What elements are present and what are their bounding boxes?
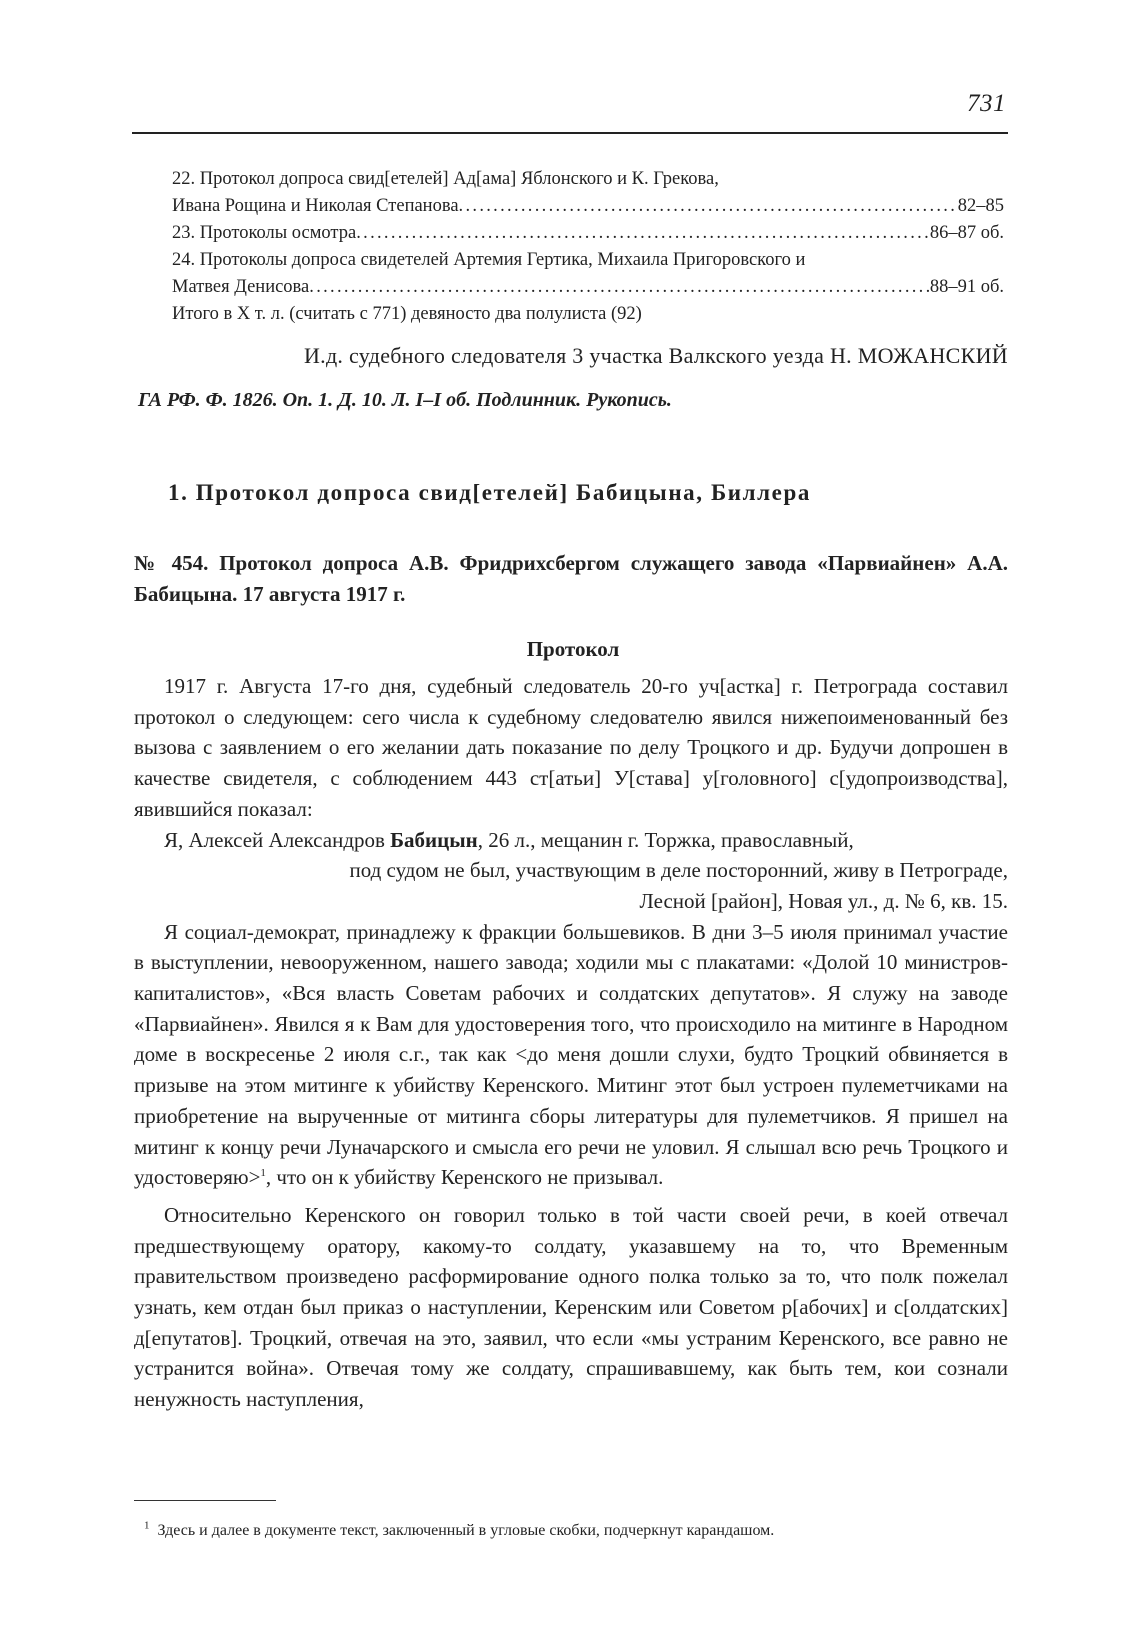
page-range: 86–87 об.	[929, 223, 1004, 243]
document-body	[134, 671, 1008, 1415]
list-item: 22. Протокол допроса свид[етелей] Ад[ама] Яблонского и К. Грекова,	[172, 169, 719, 189]
witness-name: Бабицын	[390, 827, 478, 852]
list-item: Матвея Денисова ..... 88–91 об.	[172, 274, 1004, 301]
page-range: 82–85	[957, 196, 1004, 216]
list-item: Ивана Рощина и Николая Степанова ..... 82–85	[172, 193, 1004, 220]
leader-dots	[309, 274, 930, 301]
section-title: 1. Протокол допроса свид[етелей] Бабицына, Биллера	[168, 480, 811, 505]
witness-line-2: под судом не был, участвующим в деле посторонний, живу в Петрограде,	[349, 858, 1008, 883]
testimony-paragraph-2: Относительно Керенского он говорил только в той части своей речи, в коей отвечал предшествующему оратору, какому-то солдату, указавшему на то, что Временным правительством произведено расформирование одного полка только за то, что полк пожелал узнать, кем отдан был приказ о наступлении, Керенским или Советом р[абочих] и с[олдатских] д[епутатов]. Троцкий, отвечая на это, заявил, что если «мы устраним Керенского, все равно не устранится война». Отвечая тому же солдату, спрашивавшему, как быть тем, кои сознали ненужность наступления,	[134, 1202, 1008, 1412]
intro-paragraph: 1917 г. Августа 17-го дня, судебный следователь 20-го уч[астка] г. Петрограда составил протокол о следующем: сего числа к судебному следователю явился нижепоименованный без вызова с заявлением о его желании дать показание по делу Троцкого и др. Будучи допрошен в качестве свидетеля, с соблюдением 443 ст[атьи] У[става] у[головного] с[удопроизводства], явившийся показал:	[134, 674, 1008, 821]
header-rule	[132, 132, 1008, 134]
document-title: № 454. Протокол допроса А.В. Фридрихсбергом служащего завода «Парвиайнен» А.А. Бабицына. 17 августа 1917 г.	[134, 551, 1008, 606]
page-range: 88–91 об.	[929, 277, 1004, 297]
leader-dots	[459, 193, 958, 220]
footnote-mark: 1	[144, 1519, 150, 1532]
witness-line-3: Лесной [район], Новая ул., д. № 6, кв. 15.	[639, 888, 1008, 913]
archive-reference: ГА РФ. Ф. 1826. Оп. 1. Д. 10. Л. I–I об. Подлинник. Рукопись.	[138, 389, 672, 411]
leader-dots	[356, 220, 930, 247]
list-item: 23. Протоколы осмотра ..... 86–87 об.	[172, 220, 1004, 247]
testimony-paragraph-1: Я социал-демократ, принадлежу к фракции большевиков. В дни 3–5 июля принимал участие в выступлении, невооруженном, нашего завода; ходили мы с плакатами: «Долой 10 министров-капиталистов», «Вся власть Советам рабочих и солдатских депутатов». Я служу на заводе «Парвиайнен». Явился я к Вам для удостоверения того, что происходило на митинге в Народном доме в воскресенье 2 июля с.г., так как <до меня дошли слухи, будто Троцкий обвиняется в призыве на этом митинге к убийству Керенского. Митинг этот был устроен пулеметчиками на приобретение на вырученные от митинга сборы литературы для пулеметчиков. Я пришел на митинг к концу речи Луначарского и смысла его речи не уловил. Я слышал всю речь Троцкого и удостоверяю>$^1$, что он к убийству Керенского не призывал.	[134, 919, 1008, 1190]
protocol-heading: Протокол	[526, 637, 620, 661]
witness-line-1: Я, Алексей Александров Бабицын, 26 л., мещанин г. Торжка, православный,	[164, 827, 854, 852]
contents-list	[172, 166, 1004, 328]
investigator-signature: И.д. судебного следователя 3 участка Валкского уезда Н. МОЖАНСКИЙ	[303, 343, 1008, 368]
list-item: Итого в X т. л. (считать с 771) девяносто два полулиста (92)	[172, 304, 642, 324]
footnote	[144, 1519, 775, 1540]
footnote-text: Здесь и далее в документе текст, заключенный в угловые скобки, подчеркнут карандашом.	[157, 1522, 775, 1539]
footnote-ref: 1	[260, 1167, 266, 1180]
footnote-rule	[134, 1500, 276, 1501]
page-number: 731	[967, 90, 1006, 117]
list-item: 24. Протоколы допроса свидетелей Артемия Гертика, Михаила Пригоровского и	[172, 250, 806, 270]
